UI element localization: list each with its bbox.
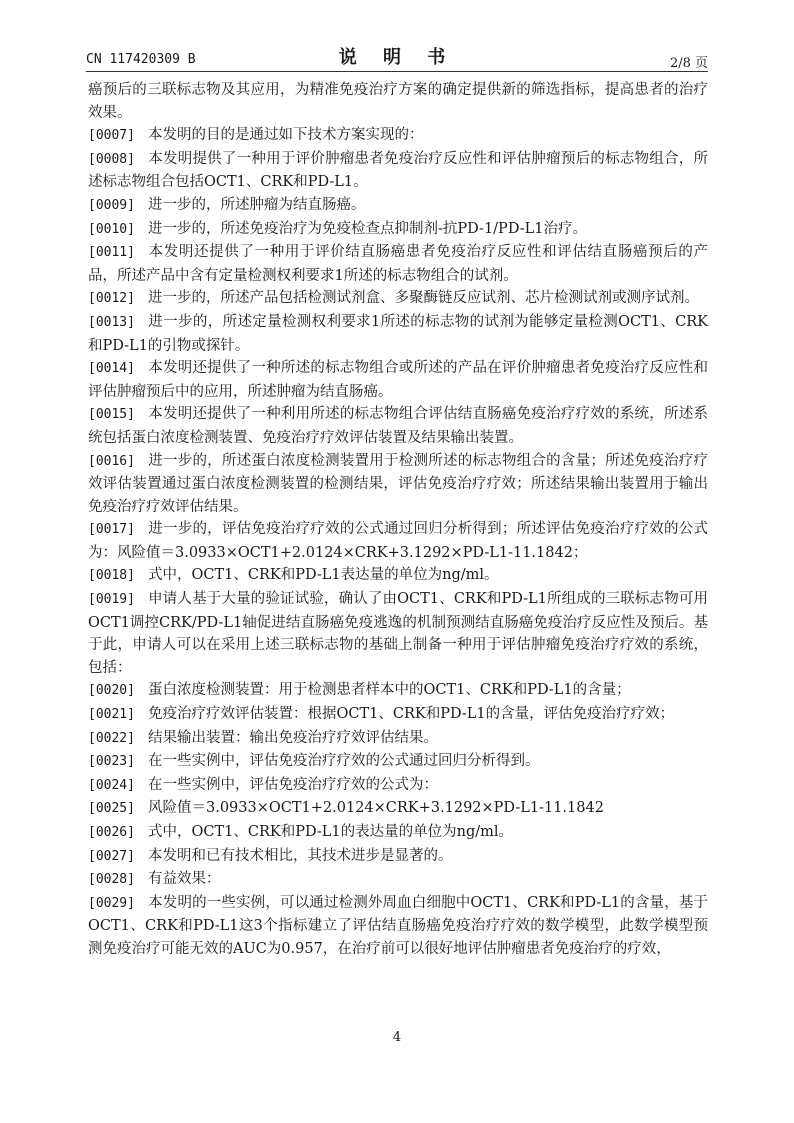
paragraph-text: 结果输出装置：输出免疫治疗疗效评估结果。 bbox=[148, 729, 438, 746]
document-title: 说 明 书 bbox=[338, 47, 456, 68]
paragraph bbox=[88, 148, 708, 194]
paragraph-text: 进一步的，所述定量检测权利要求1所述的标志物的试剂为能够定量检测OCT1、CRK和PD-L1的引物或探针。 bbox=[88, 313, 708, 354]
paragraph bbox=[88, 679, 708, 703]
paragraph-text: 式中，OCT1、CRK和PD-L1的表达量的单位为ng/ml。 bbox=[148, 824, 514, 840]
paragraph-text: 本发明还提供了一种用于评价结直肠癌患者免疫治疗反应性和评估结直肠癌预后的产品，所述产品中含有定量检测权利要求1所述的标志物组合的试剂。 bbox=[88, 244, 708, 284]
paragraph-number: [0015] bbox=[88, 407, 135, 423]
paragraph-number: [0025] bbox=[88, 801, 135, 817]
paragraph bbox=[88, 845, 708, 869]
paragraph-number: [0014] bbox=[88, 361, 135, 377]
paragraph-text: 进一步的，评估免疫治疗疗效的公式通过回归分析得到；所述评估免疫治疗疗效的公式为：风险值＝3.0933×OCT1+2.0124×CRK+3.1292×PD-L1-11.1842； bbox=[88, 521, 708, 561]
paragraph-text: 本发明还提供了一种利用所述的标志物组合评估结直肠癌免疫治疗疗效的系统，所述系统包括蛋白浓度检测装置、免疫治疗疗效评估装置及结果输出装置。 bbox=[88, 406, 708, 446]
header-rule bbox=[86, 71, 708, 72]
paragraph bbox=[88, 797, 708, 821]
paragraph bbox=[88, 403, 708, 449]
paragraph bbox=[88, 703, 708, 727]
paragraph-number: [0026] bbox=[88, 825, 135, 840]
paragraph bbox=[88, 588, 708, 679]
paragraph bbox=[88, 774, 708, 798]
paragraph bbox=[88, 241, 708, 287]
paragraph-number: [0029] bbox=[88, 895, 135, 911]
paragraph bbox=[88, 450, 708, 519]
page-indicator: 2/8 页 bbox=[669, 56, 708, 71]
paragraph bbox=[88, 124, 708, 148]
paragraph-text: 有益效果： bbox=[148, 871, 221, 888]
paragraph-number: [0012] bbox=[88, 291, 135, 307]
paragraph-number: [0013] bbox=[88, 314, 135, 330]
paragraph-number: [0018] bbox=[88, 568, 135, 584]
page-header bbox=[86, 42, 708, 70]
paragraph-number: [0020] bbox=[88, 683, 135, 699]
paragraph-text: 蛋白浓度检测装置：用于检测患者样本中的OCT1、CRK和PD-L1的含量； bbox=[148, 682, 631, 699]
paragraph-number: [0023] bbox=[88, 754, 135, 770]
paragraph-text: 在一些实例中，评估免疫治疗疗效的公式通过回归分析得到。 bbox=[148, 753, 540, 770]
paragraph bbox=[88, 821, 708, 845]
paragraph-text: 在一些实例中，评估免疫治疗疗效的公式为： bbox=[148, 776, 438, 793]
paragraph bbox=[88, 564, 708, 588]
paragraph-number: [0007] bbox=[88, 128, 135, 144]
paragraph-number: [0008] bbox=[88, 151, 135, 167]
paragraph-number: [0009] bbox=[88, 197, 135, 213]
paragraph-number: [0022] bbox=[88, 730, 135, 746]
paragraph-text: 本发明的一些实例，可以通过检测外周血白细胞中OCT1、CRK和PD-L1的含量，基于OCT1、CRK和PD-L1这3个指标建立了评估结直肠癌免疫治疗疗效的数学模型，此数学模型预测免疫治疗可能无效的AUC为0.957，在治疗前可以很好地评估肿瘤患者免疫治疗的疗效， bbox=[88, 894, 708, 957]
paragraph bbox=[88, 750, 708, 774]
paragraph bbox=[88, 892, 708, 961]
paragraph bbox=[88, 727, 708, 751]
paragraph bbox=[88, 311, 708, 357]
paragraph-number: [0021] bbox=[88, 707, 135, 723]
paragraph-text: 本发明和已有技术相比，其技术进步是显著的。 bbox=[148, 847, 453, 864]
paragraph bbox=[88, 357, 708, 403]
paragraph bbox=[88, 518, 708, 564]
continued-text: 癌预后的三联标志物及其应用，为精准免疫治疗方案的确定提供新的筛选指标，提高患者的治疗效果。 bbox=[88, 82, 708, 121]
paragraph-number: [0016] bbox=[88, 453, 135, 469]
paragraph-text: 进一步的，所述产品包括检测试剂盒、多聚酶链反应试剂、芯片检测试剂或测序试剂。 bbox=[148, 290, 699, 307]
paragraph-text: 进一步的，所述免疫治疗为免疫检查点抑制剂-抗PD-1/PD-L1治疗。 bbox=[148, 220, 587, 237]
paragraph-text: 进一步的，所述蛋白浓度检测装置用于检测所述的标志物组合的含量；所述免疫治疗疗效评估装置通过蛋白浓度检测装置的检测结果，评估免疫治疗疗效；所述结果输出装置用于输出免疫治疗疗效评估结果。 bbox=[88, 452, 708, 515]
paragraph-text: 进一步的，所述肿瘤为结直肠癌。 bbox=[148, 196, 366, 213]
patent-number: CN 117420309 B bbox=[86, 52, 196, 67]
paragraph-text: 申请人基于大量的验证试验，确认了由OCT1、CRK和PD-L1所组成的三联标志物可用OCT1调控CRK/PD-L1轴促进结直肠癌免疫逃逸的机制预测结直肠癌免疫治疗反应性及预后。基于此，申请人可以在采用上述三联标志物的基础上制备一种用于评估肿瘤免疫治疗疗效的系统，包括： bbox=[88, 591, 708, 676]
paragraph-number: [0024] bbox=[88, 777, 135, 793]
paragraph-number: [0010] bbox=[88, 221, 135, 237]
paragraph-text: 本发明的目的是通过如下技术方案实现的： bbox=[148, 127, 424, 144]
paragraph-text: 式中，OCT1、CRK和PD-L1表达量的单位为ng/ml。 bbox=[148, 567, 499, 584]
paragraph bbox=[88, 868, 708, 892]
paragraph-number: [0011] bbox=[88, 245, 135, 261]
paragraph bbox=[88, 218, 708, 242]
paragraph-text: 风险值＝3.0933×OCT1+2.0124×CRK+3.1292×PD-L1-11.1842 bbox=[148, 800, 604, 817]
document-body bbox=[88, 79, 708, 961]
paragraph-number: [0027] bbox=[88, 848, 135, 864]
paragraph-number: [0019] bbox=[88, 592, 135, 608]
paragraph-text: 免疫治疗疗效评估装置：根据OCT1、CRK和PD-L1的含量，评估免疫治疗疗效； bbox=[148, 706, 675, 723]
paragraph bbox=[88, 194, 708, 218]
paragraph-number: [0028] bbox=[88, 872, 135, 888]
paragraph bbox=[88, 287, 708, 311]
paragraph-text: 本发明提供了一种用于评价肿瘤患者免疫治疗反应性和评估肿瘤预后的标志物组合，所述标志物组合包括OCT1、CRK和PD-L1。 bbox=[88, 150, 708, 191]
paragraph-number: [0017] bbox=[88, 522, 135, 538]
paragraph-text: 本发明还提供了一种所述的标志物组合或所述的产品在评价肿瘤患者免疫治疗反应性和评估肿瘤预后中的应用，所述肿瘤为结直肠癌。 bbox=[88, 360, 708, 400]
page-number: 4 bbox=[392, 1030, 402, 1045]
